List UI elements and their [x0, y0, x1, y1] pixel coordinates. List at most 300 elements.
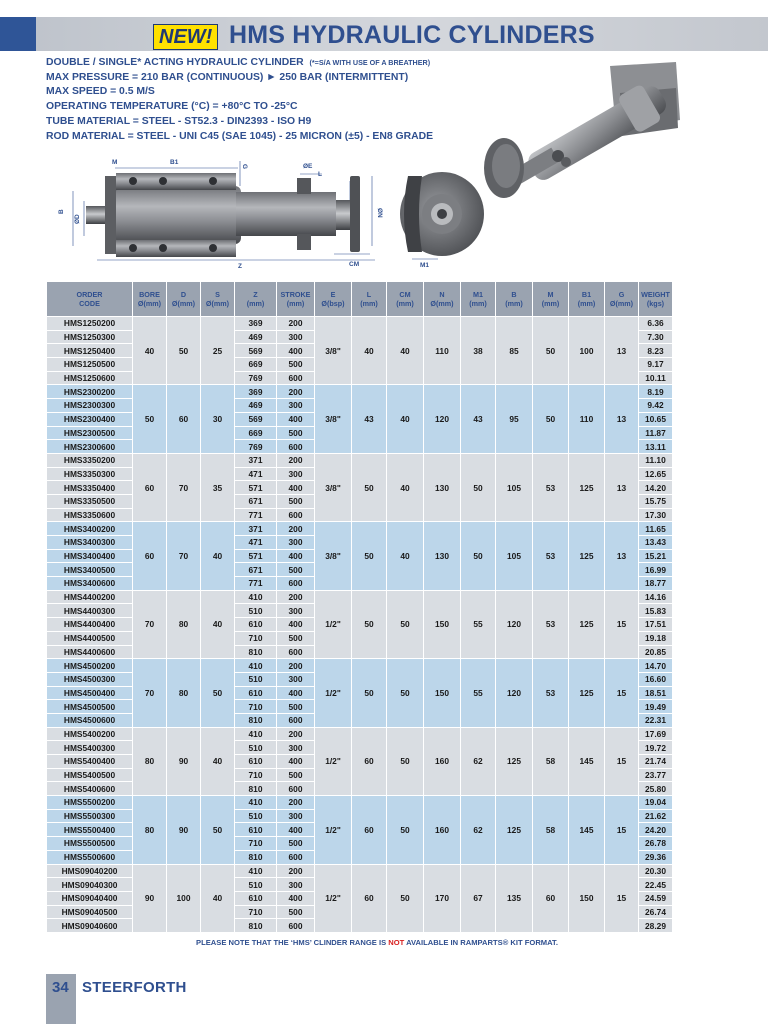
new-badge: NEW! [153, 24, 218, 50]
table-cell: HMS4500600 [47, 713, 133, 727]
table-cell: 200 [277, 659, 315, 673]
table-cell: 571 [235, 481, 277, 495]
table-cell: 25.80 [639, 782, 673, 796]
table-cell: 500 [277, 563, 315, 577]
table-row [47, 864, 673, 878]
table-cell: HMS1250200 [47, 317, 133, 331]
table-cell: 571 [235, 549, 277, 563]
table-cell: 600 [277, 919, 315, 933]
technical-drawing [60, 156, 490, 272]
table-cell: 410 [235, 796, 277, 810]
table-cell: HMS4400500 [47, 631, 133, 645]
table-cell: HMS5400400 [47, 755, 133, 769]
table-cell: HMS5500500 [47, 837, 133, 851]
table-cell: 40 [387, 522, 424, 590]
table-cell: 110 [424, 317, 461, 385]
table-cell: 15 [605, 796, 639, 864]
table-cell: HMS3400400 [47, 549, 133, 563]
table-cell: 50 [387, 796, 424, 864]
table-cell: HMS1250400 [47, 344, 133, 358]
table-cell: 600 [277, 371, 315, 385]
table-cell: 200 [277, 727, 315, 741]
table-cell: 769 [235, 440, 277, 454]
cylinder-side-view [86, 173, 360, 257]
table-cell: 26.78 [639, 837, 673, 851]
table-cell: 510 [235, 604, 277, 618]
table-cell: 1/2" [315, 864, 352, 932]
table-cell: HMS4500200 [47, 659, 133, 673]
table-cell: 600 [277, 782, 315, 796]
table-cell: 38 [461, 317, 496, 385]
table-cell: 610 [235, 755, 277, 769]
table-row [47, 727, 673, 741]
table-cell: 600 [277, 713, 315, 727]
table-cell: HMS09040400 [47, 891, 133, 905]
page-number: 34 [52, 979, 69, 996]
table-cell: 24.59 [639, 891, 673, 905]
table-cell: 300 [277, 604, 315, 618]
table-cell: 120 [424, 385, 461, 453]
table-cell: 1/2" [315, 727, 352, 795]
table-cell: 410 [235, 727, 277, 741]
table-row [47, 590, 673, 604]
dim-label-m1: M1 [420, 262, 430, 269]
table-cell: 1/2" [315, 659, 352, 727]
range-note: PLEASE NOTE THAT THE ‘HMS’ CLINDER RANGE IS NOT AVAILABLE IN RAMPARTS® KIT FORMAT. [196, 938, 558, 947]
table-cell: HMS2300200 [47, 385, 133, 399]
table-cell: 50 [352, 590, 387, 658]
table-cell: 11.10 [639, 453, 673, 467]
dim-label-m: M [112, 159, 118, 166]
table-cell: HMS4400600 [47, 645, 133, 659]
table-cell: 160 [424, 796, 461, 864]
spec-table [46, 281, 673, 933]
table-cell: 60 [352, 864, 387, 932]
table-cell: HMS4400200 [47, 590, 133, 604]
table-cell: 14.20 [639, 481, 673, 495]
table-cell: 50 [133, 385, 167, 453]
table-cell: 710 [235, 700, 277, 714]
table-cell: 40 [352, 317, 387, 385]
spec-list [46, 56, 433, 144]
table-cell: 600 [277, 577, 315, 591]
spec-line-pressure: MAX PRESSURE = 210 BAR (CONTINUOUS) ► 250 BAR (INTERMITTENT) [46, 71, 409, 83]
table-cell: 710 [235, 768, 277, 782]
table-cell: 40 [387, 317, 424, 385]
table-cell: HMS1250500 [47, 358, 133, 372]
table-cell: 80 [133, 796, 167, 864]
table-row [47, 659, 673, 673]
table-cell: 300 [277, 878, 315, 892]
table-cell: 125 [569, 522, 605, 590]
table-cell: 50 [387, 864, 424, 932]
table-cell: 200 [277, 796, 315, 810]
table-cell: 400 [277, 481, 315, 495]
table-cell: 3/8" [315, 522, 352, 590]
column-header: ORDER CODE [47, 282, 133, 317]
table-cell: 10.11 [639, 371, 673, 385]
column-header: B (mm) [496, 282, 533, 317]
table-cell: 70 [133, 590, 167, 658]
table-cell: 300 [277, 467, 315, 481]
column-header: BORE Ø(mm) [133, 282, 167, 317]
table-cell: HMS3400300 [47, 536, 133, 550]
footer-brand: STEERFORTH [82, 979, 187, 996]
table-cell: HMS3400500 [47, 563, 133, 577]
table-cell: 67 [461, 864, 496, 932]
table-cell: 200 [277, 864, 315, 878]
table-body [47, 317, 673, 933]
table-cell: HMS09040300 [47, 878, 133, 892]
dim-label-od: ØD [74, 214, 81, 224]
table-cell: 35 [201, 453, 235, 521]
table-cell: 24.20 [639, 823, 673, 837]
table-cell: 60 [133, 522, 167, 590]
column-header: B1 (mm) [569, 282, 605, 317]
table-cell: 9.17 [639, 358, 673, 372]
table-cell: 400 [277, 755, 315, 769]
table-cell: 13.43 [639, 536, 673, 550]
table-cell: 669 [235, 358, 277, 372]
table-cell: 600 [277, 850, 315, 864]
table-cell: 125 [569, 659, 605, 727]
table-cell: 410 [235, 590, 277, 604]
table-cell: 17.30 [639, 508, 673, 522]
table-cell: 600 [277, 440, 315, 454]
table-cell: HMS3400600 [47, 577, 133, 591]
table-cell: 60 [533, 864, 569, 932]
table-cell: 371 [235, 453, 277, 467]
dim-label-b1: B1 [170, 159, 179, 166]
table-cell: 60 [133, 453, 167, 521]
table-cell: 20.85 [639, 645, 673, 659]
table-cell: 400 [277, 823, 315, 837]
table-cell: 43 [461, 385, 496, 453]
table-cell: 26.74 [639, 905, 673, 919]
table-cell: 135 [496, 864, 533, 932]
table-cell: 23.77 [639, 768, 673, 782]
table-cell: 160 [424, 727, 461, 795]
table-cell: 471 [235, 467, 277, 481]
table-cell: 50 [387, 590, 424, 658]
table-cell: 22.45 [639, 878, 673, 892]
table-cell: 90 [167, 796, 201, 864]
spec-line-rod-material: ROD MATERIAL = STEEL - UNI C45 (SAE 1045) - 25 MICRON (±5) - EN8 GRADE [46, 130, 434, 142]
table-cell: 21.62 [639, 809, 673, 823]
table-cell: HMS4500400 [47, 686, 133, 700]
table-cell: 50 [533, 317, 569, 385]
table-cell: 9.42 [639, 399, 673, 413]
table-cell: 17.51 [639, 618, 673, 632]
table-cell: 18.51 [639, 686, 673, 700]
table-cell: 200 [277, 317, 315, 331]
table-cell: 400 [277, 344, 315, 358]
table-cell: 55 [461, 590, 496, 658]
table-cell: 150 [569, 864, 605, 932]
dim-label-b: B [58, 209, 65, 214]
page-title: HMS HYDRAULIC CYLINDERS [229, 21, 595, 49]
table-cell: 53 [533, 590, 569, 658]
table-cell: 20.30 [639, 864, 673, 878]
table-cell: 150 [424, 590, 461, 658]
table-cell: 70 [133, 659, 167, 727]
table-cell: 50 [387, 727, 424, 795]
table-cell: 90 [167, 727, 201, 795]
table-cell: 810 [235, 850, 277, 864]
table-cell: 105 [496, 522, 533, 590]
table-cell: 371 [235, 522, 277, 536]
table-cell: 669 [235, 426, 277, 440]
table-cell: HMS09040200 [47, 864, 133, 878]
column-header: L (mm) [352, 282, 387, 317]
table-cell: 80 [167, 659, 201, 727]
table-cell: 50 [352, 453, 387, 521]
spec-line-tube-material: TUBE MATERIAL = STEEL - ST52.3 - DIN2393 - ISO H9 [46, 115, 312, 127]
table-cell: 130 [424, 453, 461, 521]
table-row [47, 317, 673, 331]
table-cell: 22.31 [639, 713, 673, 727]
table-cell: HMS09040600 [47, 919, 133, 933]
table-cell: HMS3350400 [47, 481, 133, 495]
table-cell: 300 [277, 330, 315, 344]
table-cell: 8.23 [639, 344, 673, 358]
table-cell: 500 [277, 358, 315, 372]
table-cell: 16.60 [639, 672, 673, 686]
column-header: WEIGHT (kgs) [639, 282, 673, 317]
table-cell: HMS5500300 [47, 809, 133, 823]
table-cell: HMS2300400 [47, 412, 133, 426]
table-cell: 50 [387, 659, 424, 727]
table-cell: 53 [533, 453, 569, 521]
spec-line-temperature: OPERATING TEMPERATURE (°C) = +80°C TO -25°C [46, 101, 298, 113]
table-cell: 40 [387, 385, 424, 453]
dim-label-g: G [241, 164, 248, 170]
table-cell: 40 [201, 864, 235, 932]
dim-label-z: Z [238, 263, 242, 270]
table-cell: 10.65 [639, 412, 673, 426]
table-cell: 671 [235, 563, 277, 577]
table-cell: 16.99 [639, 563, 673, 577]
table-cell: 369 [235, 385, 277, 399]
table-cell: HMS2300300 [47, 399, 133, 413]
table-cell: 710 [235, 631, 277, 645]
table-cell: 145 [569, 727, 605, 795]
table-cell: 600 [277, 508, 315, 522]
table-cell: 19.72 [639, 741, 673, 755]
table-cell: 40 [201, 522, 235, 590]
table-cell: 469 [235, 330, 277, 344]
table-cell: 500 [277, 700, 315, 714]
table-cell: 15.21 [639, 549, 673, 563]
table-cell: 105 [496, 453, 533, 521]
table-cell: 8.19 [639, 385, 673, 399]
table-cell: 53 [533, 522, 569, 590]
column-header: S Ø(mm) [201, 282, 235, 317]
table-cell: 130 [424, 522, 461, 590]
dim-label-oe: ØE [303, 163, 313, 170]
table-header-row [47, 282, 673, 317]
table-cell: 200 [277, 590, 315, 604]
table-cell: 510 [235, 741, 277, 755]
dim-label-l: L [318, 171, 322, 178]
cylinder-isometric-render [480, 58, 690, 200]
table-cell: 3/8" [315, 453, 352, 521]
table-cell: 70 [167, 522, 201, 590]
table-cell: 17.69 [639, 727, 673, 741]
column-header: D Ø(mm) [167, 282, 201, 317]
table-cell: HMS4400400 [47, 618, 133, 632]
column-header: E Ø(bsp) [315, 282, 352, 317]
table-cell: 500 [277, 768, 315, 782]
table-cell: 500 [277, 426, 315, 440]
table-cell: HMS5500600 [47, 850, 133, 864]
table-cell: HMS1250300 [47, 330, 133, 344]
table-cell: 125 [496, 727, 533, 795]
table-cell: 120 [496, 590, 533, 658]
table-cell: 300 [277, 741, 315, 755]
table-cell: HMS5400600 [47, 782, 133, 796]
table-cell: 510 [235, 809, 277, 823]
table-cell: 125 [569, 453, 605, 521]
table-cell: HMS5400200 [47, 727, 133, 741]
table-cell: 810 [235, 645, 277, 659]
table-cell: 50 [461, 453, 496, 521]
table-cell: 13 [605, 522, 639, 590]
table-cell: 150 [424, 659, 461, 727]
table-cell: HMS4500300 [47, 672, 133, 686]
table-cell: 771 [235, 508, 277, 522]
table-cell: 15.83 [639, 604, 673, 618]
table-cell: 469 [235, 399, 277, 413]
dim-label-cm: CM [349, 261, 360, 268]
table-cell: 300 [277, 399, 315, 413]
table-cell: HMS09040500 [47, 905, 133, 919]
dim-label-on: ØN [376, 208, 383, 218]
table-cell: 90 [133, 864, 167, 932]
table-cell: 710 [235, 837, 277, 851]
table-cell: 610 [235, 686, 277, 700]
table-cell: 569 [235, 344, 277, 358]
table-cell: 11.87 [639, 426, 673, 440]
table-cell: 60 [352, 796, 387, 864]
table-cell: HMS5500200 [47, 796, 133, 810]
table-cell: 40 [387, 453, 424, 521]
table-cell: HMS3350500 [47, 494, 133, 508]
table-cell: 125 [496, 796, 533, 864]
table-cell: 85 [496, 317, 533, 385]
table-cell: 12.65 [639, 467, 673, 481]
table-cell: 53 [533, 659, 569, 727]
table-cell: 200 [277, 522, 315, 536]
table-cell: 19.04 [639, 796, 673, 810]
table-cell: 810 [235, 713, 277, 727]
table-cell: 13 [605, 453, 639, 521]
table-cell: 13 [605, 385, 639, 453]
table-cell: 610 [235, 618, 277, 632]
table-cell: 19.18 [639, 631, 673, 645]
column-header: M (mm) [533, 282, 569, 317]
table-cell: 610 [235, 823, 277, 837]
table-cell: 14.70 [639, 659, 673, 673]
table-cell: 50 [352, 659, 387, 727]
table-cell: 400 [277, 618, 315, 632]
table-cell: 3/8" [315, 385, 352, 453]
table-cell: 200 [277, 453, 315, 467]
table-cell: 25 [201, 317, 235, 385]
table-cell: 50 [167, 317, 201, 385]
column-header: M1 (mm) [461, 282, 496, 317]
column-header: Z (mm) [235, 282, 277, 317]
table-cell: 200 [277, 385, 315, 399]
table-cell: 55 [461, 659, 496, 727]
table-cell: HMS4400300 [47, 604, 133, 618]
table-cell: 40 [133, 317, 167, 385]
table-cell: 300 [277, 672, 315, 686]
table-cell: 400 [277, 549, 315, 563]
table-cell: 60 [167, 385, 201, 453]
table-cell: HMS5500400 [47, 823, 133, 837]
table-cell: 29.36 [639, 850, 673, 864]
table-cell: 95 [496, 385, 533, 453]
table-cell: 100 [167, 864, 201, 932]
spec-breather-note: (*=S/A WITH USE OF A BREATHER) [309, 58, 431, 67]
table-cell: 7.30 [639, 330, 673, 344]
table-cell: 471 [235, 536, 277, 550]
table-cell: 510 [235, 878, 277, 892]
table-cell: 769 [235, 371, 277, 385]
table-cell: 15 [605, 727, 639, 795]
table-cell: 50 [201, 659, 235, 727]
table-cell: 70 [167, 453, 201, 521]
table-cell: 610 [235, 891, 277, 905]
note-emphasis: NOT [388, 938, 405, 947]
table-row [47, 453, 673, 467]
table-cell: 500 [277, 905, 315, 919]
table-cell: 50 [201, 796, 235, 864]
table-cell: 600 [277, 645, 315, 659]
table-cell: 50 [533, 385, 569, 453]
table-cell: 3/8" [315, 317, 352, 385]
table-cell: HMS5400300 [47, 741, 133, 755]
table-cell: 810 [235, 919, 277, 933]
table-cell: 1/2" [315, 590, 352, 658]
table-cell: 671 [235, 494, 277, 508]
table-cell: 58 [533, 796, 569, 864]
table-cell: 710 [235, 905, 277, 919]
table-cell: 62 [461, 796, 496, 864]
table-cell: 110 [569, 385, 605, 453]
table-cell: 19.49 [639, 700, 673, 714]
column-header: N Ø(mm) [424, 282, 461, 317]
column-header: STROKE (mm) [277, 282, 315, 317]
table-cell: 15 [605, 659, 639, 727]
table-cell: HMS2300600 [47, 440, 133, 454]
table-cell: 80 [133, 727, 167, 795]
table-cell: 40 [201, 590, 235, 658]
table-cell: 43 [352, 385, 387, 453]
table-cell: 500 [277, 631, 315, 645]
cylinder-end-view [400, 172, 484, 256]
table-cell: 120 [496, 659, 533, 727]
table-cell: 500 [277, 837, 315, 851]
table-cell: HMS1250600 [47, 371, 133, 385]
table-cell: 15 [605, 864, 639, 932]
table-cell: 13.11 [639, 440, 673, 454]
table-cell: 11.65 [639, 522, 673, 536]
table-cell: 6.36 [639, 317, 673, 331]
column-header: G Ø(mm) [605, 282, 639, 317]
table-cell: 80 [167, 590, 201, 658]
